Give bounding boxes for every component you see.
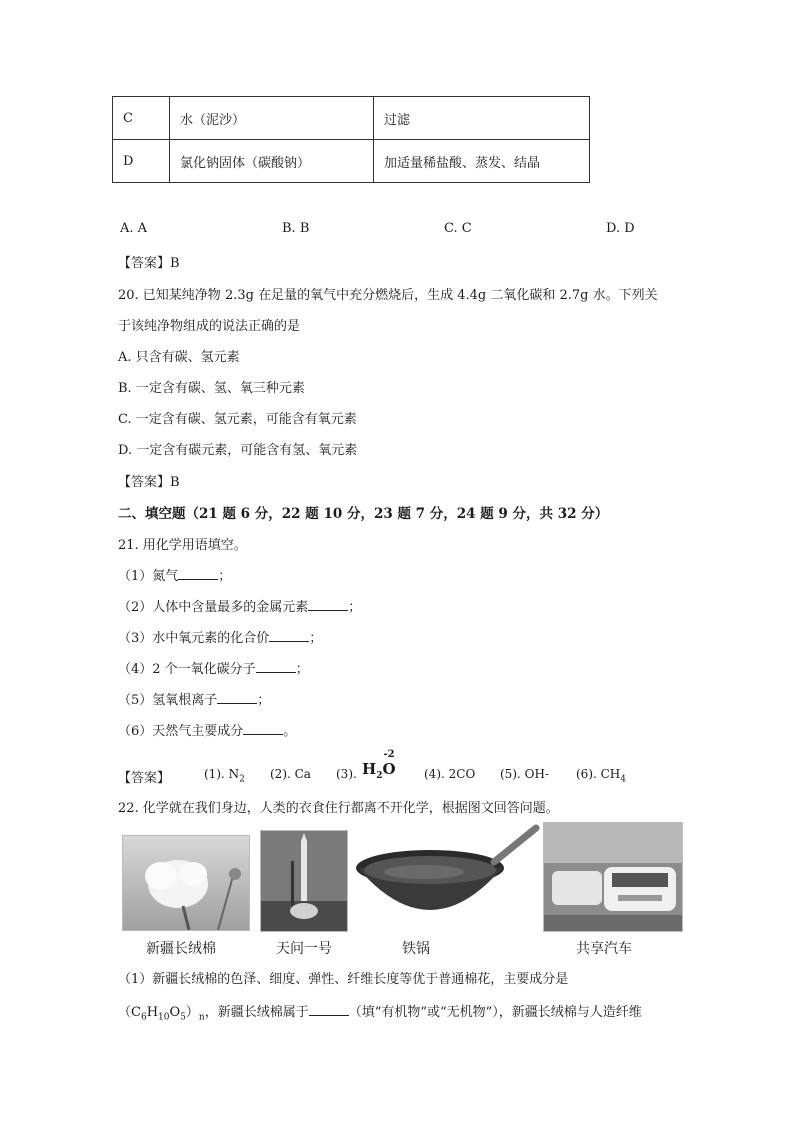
answer-6	[576, 767, 626, 784]
answer-1-sub: 2	[239, 774, 245, 785]
answer-blank	[217, 691, 257, 704]
caption-rocket: 天问一号	[276, 941, 332, 957]
wok-image	[354, 822, 540, 930]
answer-blank	[308, 598, 348, 611]
option-a: A. A	[120, 221, 148, 236]
q20-option-a: A. 只含有碳、氢元素	[118, 350, 240, 365]
formula-o: O	[169, 1005, 181, 1020]
row-label: D	[113, 140, 170, 183]
q20-option-c: C. 一定含有碳、氢元素，可能含有氧元素	[118, 412, 357, 427]
wok-photo	[354, 822, 540, 930]
question-text: （填“有机物”或“无机物”），新疆长绒棉与人造纤维	[348, 1005, 642, 1020]
cotton-photo	[122, 835, 250, 931]
caption-cotton: 新疆长绒棉	[146, 941, 216, 957]
row-method: 过滤	[374, 97, 590, 140]
formula-sub: 6	[140, 1012, 147, 1023]
fill-item-punct: ；	[309, 631, 323, 646]
row-substance: 水（泥沙）	[170, 97, 374, 140]
fill-item	[118, 658, 309, 677]
formula-h: H	[362, 760, 377, 778]
valence-mark: -2	[383, 749, 395, 760]
table-row	[113, 97, 590, 140]
answer-blank	[256, 660, 296, 673]
formula-h: H	[146, 1005, 159, 1020]
fill-item-text: （1）氮气	[118, 569, 179, 584]
answer: 【答案】B	[118, 256, 180, 271]
car-image	[544, 823, 682, 931]
fill-item-text: （5）氢氧根离子	[118, 693, 218, 708]
table-row	[113, 140, 590, 183]
fill-item-text: （4）2 个一氧化碳分子	[118, 662, 256, 677]
answer-6-sub: 4	[620, 774, 627, 785]
answer-blank	[269, 629, 309, 642]
fill-item-punct: ；	[218, 569, 232, 584]
answer-blank	[243, 722, 283, 735]
rocket-photo	[260, 830, 348, 932]
cotton-image	[123, 836, 249, 930]
question-stem-cont: 于该纯净物组成的说法正确的是	[118, 319, 301, 334]
q20-option-d: D. 一定含有碳元素，可能含有氢、氧元素	[118, 443, 358, 458]
fill-item	[118, 720, 296, 739]
answer-3-formula	[362, 749, 396, 781]
answer-4: (4). 2CO	[424, 767, 476, 781]
options-table	[112, 96, 590, 183]
answer-label: 【答案】	[118, 771, 171, 786]
answer-1	[204, 767, 245, 784]
answer-5: (5). OH-	[500, 767, 549, 781]
formula-o: O	[382, 760, 396, 778]
formula-sub: 10	[158, 1012, 170, 1023]
formula-sub: 5	[180, 1012, 186, 1023]
formula-close: ）	[185, 1005, 199, 1020]
row-substance: 氯化钠固体（碳酸钠）	[170, 140, 374, 183]
fill-item-text: （2）人体中含量最多的金属元素	[118, 600, 309, 615]
fill-item	[118, 565, 231, 584]
fill-item-punct: ；	[295, 662, 309, 677]
question-stem: 20. 已知某纯净物 2.3g 在足量的氧气中充分燃烧后，生成 4.4g 二氧化碳和 2.7g 水。下列关	[118, 288, 658, 303]
fill-item-text: （3）水中氧元素的化合价	[118, 631, 270, 646]
option-d: D. D	[606, 221, 635, 236]
answer-6-text: (6). CH	[576, 767, 621, 781]
row-label: C	[113, 97, 170, 140]
q20-option-b: B. 一定含有碳、氢、氧三种元素	[118, 381, 305, 396]
question-stem: 21. 用化学用语填空。	[118, 538, 247, 553]
formula-open: （C	[118, 1005, 141, 1020]
option-c: C. C	[444, 221, 472, 236]
answer-blank	[178, 567, 218, 580]
fill-item-text: （6）天然气主要成分	[118, 724, 244, 739]
answer-3-label: (3).	[336, 767, 357, 781]
caption-wok: 铁锅	[402, 941, 430, 957]
fill-item	[118, 596, 361, 615]
option-b: B. B	[282, 221, 310, 236]
caption-car: 共享汽车	[576, 941, 632, 957]
formula-sub: n	[198, 1012, 205, 1023]
answer-1-text: (1). N	[204, 767, 240, 781]
car-photo	[543, 822, 683, 932]
question-part-cont	[118, 1001, 642, 1023]
row-method: 加适量稀盐酸、蒸发、结晶	[374, 140, 590, 183]
answer: 【答案】B	[118, 475, 180, 490]
formula-sub: 2	[376, 771, 383, 781]
fill-item-punct: ；	[257, 693, 271, 708]
section-heading: 二、填空题（21 题 6 分，22 题 10 分，23 题 7 分，24 题 9 分，共 32 分）	[118, 506, 609, 522]
fill-item-punct: ；	[348, 600, 362, 615]
rocket-image	[261, 831, 347, 931]
fill-item	[118, 627, 322, 646]
question-text: ，新疆长绒棉属于	[204, 1005, 309, 1020]
question-part: （1）新疆长绒棉的色泽、细度、弹性、纤维长度等优于普通棉花，主要成分是	[118, 972, 569, 987]
fill-item-punct: 。	[283, 724, 297, 739]
answer-blank	[309, 1003, 349, 1016]
answer-2: (2). Ca	[270, 767, 311, 781]
fill-item	[118, 689, 270, 708]
question-stem: 22. 化学就在我们身边，人类的衣食住行都离不开化学，根据图文回答问题。	[118, 801, 559, 816]
